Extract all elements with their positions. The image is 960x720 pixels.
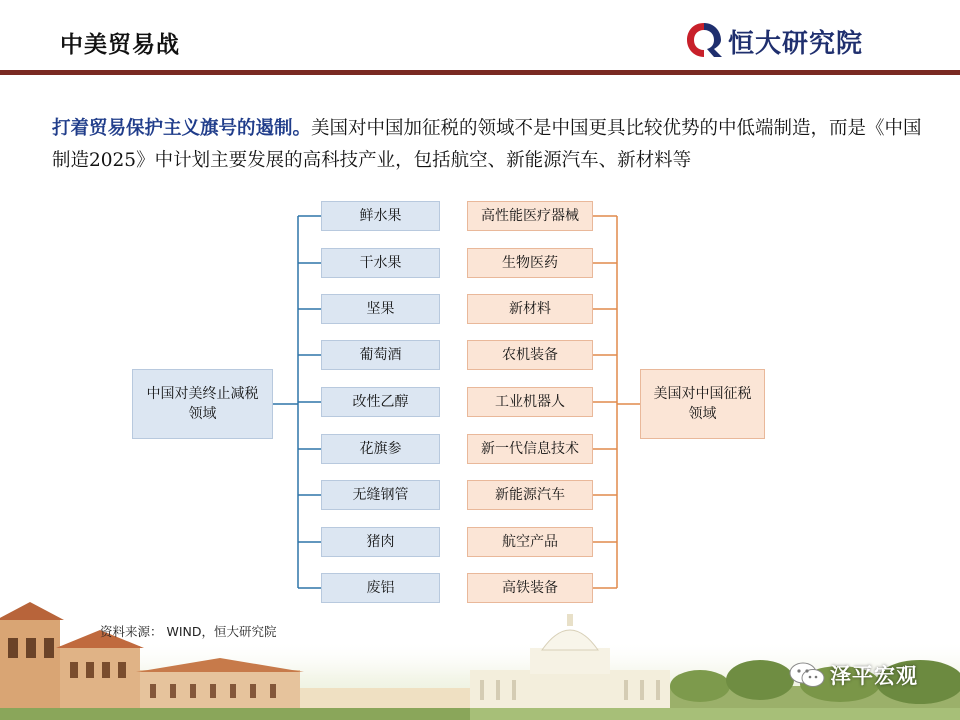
china-item-box xyxy=(321,434,440,464)
header-rule xyxy=(0,70,960,75)
us-item-label: 高铁装备 xyxy=(502,580,558,596)
china-item-label: 鲜水果 xyxy=(359,208,402,224)
china-item-box xyxy=(321,527,440,557)
china-item-box xyxy=(321,480,440,510)
china-item-label: 猪肉 xyxy=(366,534,395,550)
brand xyxy=(684,18,884,62)
china-item-label: 废铝 xyxy=(366,580,395,596)
us-item-box xyxy=(467,201,593,231)
us-item-label: 新材料 xyxy=(509,301,551,317)
us-item-box xyxy=(467,340,593,370)
china-item-box xyxy=(321,294,440,324)
us-item-box xyxy=(467,480,593,510)
us-item-label: 生物医药 xyxy=(502,255,558,271)
china-item-box xyxy=(321,387,440,417)
us-item-box xyxy=(467,294,593,324)
us-item-box xyxy=(467,248,593,278)
intro-body: 美国对中国加征税的领域不是中国更具比较优势的中低端制造，而是《中国制造2025》中计划主要发展的高科技产业，包括航空、新能源汽车、新材料等 xyxy=(52,118,922,171)
us-item-label: 农机装备 xyxy=(502,347,558,363)
china-item-label: 花旗参 xyxy=(359,441,402,457)
us-root-label: 美国对中国征税领域 xyxy=(653,386,752,422)
brand-name: 恒大研究院 xyxy=(728,29,864,59)
brand-logo-icon xyxy=(684,20,724,60)
china-root-label: 中国对美终止减税领域 xyxy=(146,386,259,422)
china-item-box xyxy=(321,248,440,278)
china-item-label: 无缝钢管 xyxy=(352,487,409,503)
china-item-label: 坚果 xyxy=(366,301,395,317)
us-item-label: 新能源汽车 xyxy=(495,487,565,503)
us-item-box xyxy=(467,434,593,464)
china-item-box xyxy=(321,340,440,370)
watermark-text: 泽平宏观 xyxy=(830,664,918,688)
china-item-box xyxy=(321,573,440,603)
china-item-label: 葡萄酒 xyxy=(359,347,402,363)
us-item-label: 工业机器人 xyxy=(495,394,565,410)
us-item-label: 高性能医疗器械 xyxy=(481,208,579,224)
us-item-label: 新一代信息技术 xyxy=(481,441,579,457)
watermark xyxy=(788,656,948,696)
us-item-box xyxy=(467,387,593,417)
china-item-box xyxy=(321,201,440,231)
source-note: 资料来源： WIND，恒大研究院 xyxy=(100,624,277,639)
slide-title: 中美贸易战 xyxy=(60,32,180,58)
us-item-label: 航空产品 xyxy=(502,534,558,550)
china-root-box xyxy=(132,369,273,439)
intro-lead: 打着贸易保护主义旗号的遏制。 xyxy=(52,118,312,139)
us-root-box xyxy=(640,369,765,439)
wechat-icon xyxy=(788,660,826,690)
china-item-label: 干水果 xyxy=(359,255,402,271)
slide-header xyxy=(0,0,960,76)
us-item-box xyxy=(467,527,593,557)
china-item-label: 改性乙醇 xyxy=(352,394,409,410)
us-item-box xyxy=(467,573,593,603)
intro-paragraph xyxy=(52,113,922,177)
